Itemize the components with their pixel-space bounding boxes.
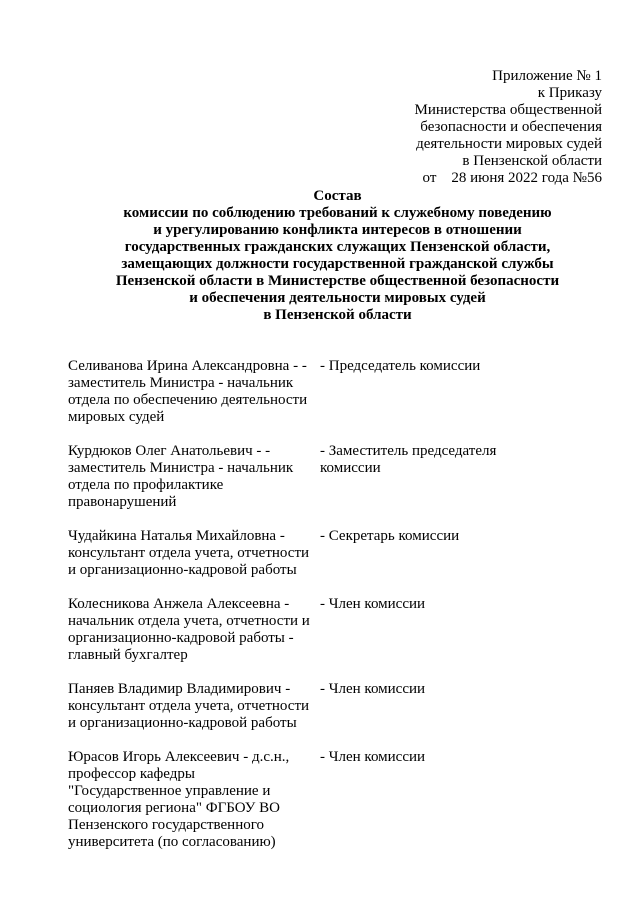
title-line: замещающих должности государственной гражданской службы [121,256,554,272]
title-line: в Пензенской области [263,307,412,323]
member-line: заместитель Министра - начальник [68,460,294,476]
title-line: Состав [313,188,362,204]
role-line: - Член комиссии [320,749,426,765]
member-description [68,749,318,851]
role-line: - Председатель комиссии [320,358,481,374]
header-line: к Приказу [537,85,602,101]
member-role [318,443,564,511]
member-line: Паняев Владимир Владимирович - [68,681,291,697]
role-line: - Член комиссии [320,596,426,612]
member-row [68,681,564,732]
member-row [68,443,564,511]
members-list [68,358,564,868]
role-line: - Заместитель председателя [320,443,497,459]
title-line: и обеспечения деятельности мировых судей [189,290,486,306]
member-description [68,528,318,579]
header-line: Приложение № 1 [492,68,602,84]
header-line: безопасности и обеспечения [420,119,602,135]
title-line: Пензенской области в Министерстве общественной безопасности [115,273,560,289]
header-line: Министерства общественной [414,102,602,118]
member-row [68,358,564,426]
member-role [318,681,564,732]
member-line: Юрасов Игорь Алексеевич - д.с.н., [68,749,290,765]
member-description [68,596,318,664]
member-line: Чудайкина Наталья Михайловна - [68,528,285,544]
header-line: в Пензенской области [462,153,602,169]
member-line: Колесникова Анжела Алексеевна - [68,596,290,612]
member-role [318,358,564,426]
member-line: Селиванова Ирина Александровна - - [68,358,307,374]
member-line: заместитель Министра - начальник [68,375,294,391]
document-title [90,188,585,324]
member-line: начальник отдела учета, отчетности и [68,613,310,629]
member-line: отдела по обеспечению деятельности [68,392,308,408]
member-line: "Государственное управление и [68,783,271,799]
role-line: - Секретарь комиссии [320,528,460,544]
member-line: Курдюков Олег Анатольевич - - [68,443,271,459]
member-line: и организационно-кадровой работы [68,715,297,731]
member-role [318,528,564,579]
title-line: комиссии по соблюдению требований к служебному поведению [123,205,552,221]
member-row [68,528,564,579]
member-role [318,596,564,664]
appendix-header [362,68,602,187]
member-line: университета (по согласованию) [68,834,276,850]
member-line: профессор кафедры [68,766,195,782]
member-description [68,443,318,511]
member-row [68,749,564,851]
member-description [68,681,318,732]
member-line: социология региона" ФГБОУ ВО [68,800,280,816]
member-role [318,749,564,851]
role-line: - Член комиссии [320,681,426,697]
header-line: деятельности мировых судей [416,136,602,152]
member-line: правонарушений [68,494,177,510]
member-line: консультант отдела учета, отчетности [68,698,310,714]
member-line: консультант отдела учета, отчетности [68,545,310,561]
member-line: и организационно-кадровой работы [68,562,297,578]
title-line: и урегулированию конфликта интересов в отношении [153,222,522,238]
header-line: от 28 июня 2022 года №56 [422,170,602,186]
member-line: Пензенского государственного [68,817,264,833]
title-line: государственных гражданских служащих Пензенской области, [124,239,551,255]
member-line: мировых судей [68,409,165,425]
member-description [68,358,318,426]
member-line: главный бухгалтер [68,647,188,663]
member-row [68,596,564,664]
member-line: организационно-кадровой работы - [68,630,294,646]
member-line: отдела по профилактике [68,477,224,493]
role-line: комиссии [320,460,381,476]
